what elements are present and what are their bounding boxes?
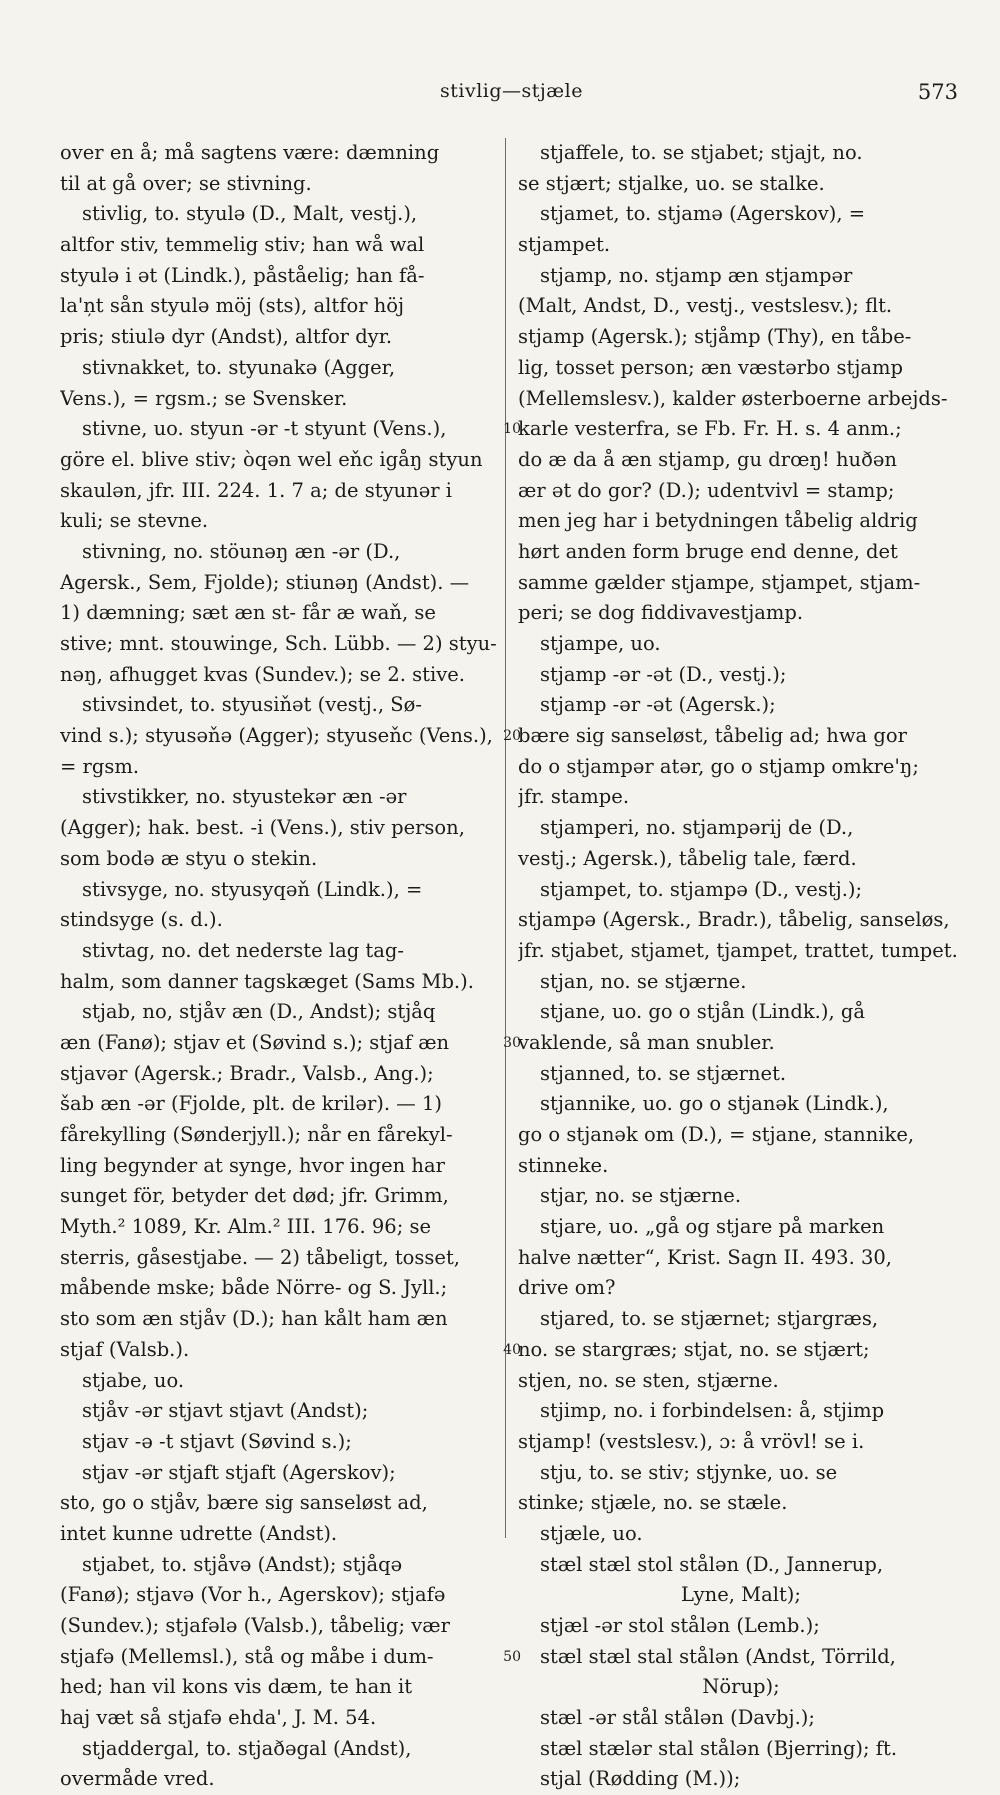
text-line: stjared, to. se stjærnet; stjargræs, bbox=[540, 1307, 879, 1331]
text-line: stju, to. se stiv; stjynke, uo. se bbox=[540, 1460, 838, 1484]
text-line: stæl -ər stål stålən (Davbj.); bbox=[540, 1706, 815, 1730]
text-line: göre el. blive stiv; òqən wel eňc igåŋ styun bbox=[60, 447, 483, 471]
text-line: peri; se dog fiddivavestjamp. bbox=[518, 601, 804, 625]
text-line: stjåv -ər stjavt stjavt (Andst); bbox=[82, 1399, 369, 1423]
text-line: stjaf (Valsb.). bbox=[60, 1337, 190, 1361]
text-line: stæl stæl stal stålən (Andst, Törrild, bbox=[540, 1644, 896, 1668]
text-line: Myth.² 1089, Kr. Alm.² III. 176. 96; se bbox=[60, 1215, 432, 1239]
text-line: bære sig sanseløst, tåbelig ad; hwa gor bbox=[518, 724, 907, 748]
text-line: stjabet, to. stjåvə (Andst); stjåqə bbox=[82, 1552, 403, 1576]
text-line: stjab, no, stjåv æn (D., Andst); stjåq bbox=[82, 1000, 436, 1024]
column-divider bbox=[505, 138, 506, 1538]
right-column bbox=[518, 138, 964, 1795]
text-line: stjan, no. se stjærne. bbox=[540, 969, 747, 993]
text-line: stjanned, to. se stjærnet. bbox=[540, 1061, 787, 1085]
text-line: haj væt så stjafə ehda', J. M. 54. bbox=[60, 1706, 377, 1730]
text-line: stæl stælər stal stålən (Bjerring); ft. bbox=[540, 1736, 898, 1760]
text-line: stjaddergal, to. stjaðəgal (Andst), bbox=[82, 1736, 412, 1760]
text-line: halm, som danner tagskæget (Sams Mb.). bbox=[60, 969, 474, 993]
text-line: nəŋ, afhugget kvas (Sundev.); se 2. stive. bbox=[60, 662, 465, 686]
text-line: stjav -ər stjaft stjaft (Agerskov); bbox=[82, 1460, 396, 1484]
text-line: stjamp! (vestslesv.), ɔ: å vrövl! se i. bbox=[518, 1429, 865, 1453]
text-line: måbende mske; både Nörre- og S. Jyll.; bbox=[60, 1276, 448, 1300]
text-line: stivlig, to. styulə (D., Malt, vestj.), bbox=[82, 202, 418, 226]
text-line: do æ da å æn stjamp, gu drœŋ! huðən bbox=[518, 447, 897, 471]
text-line: stjampet. bbox=[518, 233, 611, 257]
text-line: (Mellemslesv.), kalder østerboerne arbejds- bbox=[518, 386, 948, 410]
text-line: sunget för, betyder det død; jfr. Grimm, bbox=[60, 1184, 449, 1208]
text-line: šab æn -ər (Fjolde, plt. de krilər). — 1) bbox=[60, 1092, 442, 1116]
text-line: stæl stæl stol stålən (D., Jannerup, bbox=[540, 1552, 884, 1576]
text-line: stjampet, to. stjampə (D., vestj.); bbox=[540, 877, 863, 901]
text-line: stjimp, no. i forbindelsen: å, stjimp bbox=[540, 1399, 885, 1423]
line-number: 50 bbox=[503, 1649, 521, 1666]
text-line: stivsindet, to. styusiňət (vestj., Sø- bbox=[82, 693, 422, 717]
text-line: sto, go o stjåv, bære sig sanseløst ad, bbox=[60, 1491, 428, 1515]
text-line: 1) dæmning; sæt æn st- får æ waň, se bbox=[60, 601, 436, 625]
text-line: skaulən, jfr. III. 224. 1. 7 a; de styunər i bbox=[60, 478, 452, 502]
text-line: stivnakket, to. styunakə (Agger, bbox=[82, 355, 396, 379]
line-number: 40 bbox=[503, 1342, 521, 1359]
text-line: lig, tosset person; æn væstərbo stjamp bbox=[518, 355, 903, 379]
text-line: stjavər (Agersk.; Bradr., Valsb., Ang.); bbox=[60, 1061, 434, 1085]
text-line: fårekylling (Sønderjyll.); når en fårekyl- bbox=[60, 1123, 453, 1146]
text-line: jfr. stjabet, stjamet, tjampet, trattet, tumpet. bbox=[518, 938, 958, 962]
text-line: stjaffele, to. se stjabet; stjajt, no. bbox=[540, 141, 863, 164]
text-line: overmåde vred. bbox=[60, 1767, 215, 1791]
text-line: la'n̦t sån styulə möj (sts), altfor höj bbox=[60, 294, 405, 318]
text-line: stjamet, to. stjamə (Agerskov), = bbox=[540, 202, 866, 226]
text-line: altfor stiv, temmelig stiv; han wå wal bbox=[60, 233, 425, 257]
text-line: stivstikker, no. styustekər æn -ər bbox=[82, 785, 407, 809]
text-line: go o stjanək om (D.), = stjane, stannike, bbox=[518, 1123, 915, 1146]
text-line: hørt anden form bruge end denne, det bbox=[518, 539, 898, 563]
text-line: pris; stiulə dyr (Andst), altfor dyr. bbox=[60, 325, 393, 349]
text-line: sterris, gåsestjabe. — 2) tåbeligt, tosset, bbox=[60, 1245, 461, 1269]
text-line: ling begynder at synge, hvor ingen har bbox=[60, 1153, 445, 1177]
text-line: stjar, no. se stjærne. bbox=[540, 1184, 742, 1208]
text-line: (Sundev.); stjafələ (Valsb.), tåbelig; vær bbox=[60, 1614, 450, 1637]
text-line: stive; mnt. stouwinge, Sch. Lübb. — 2) styu- bbox=[60, 632, 497, 655]
text-line: som bodə æ styu o stekin. bbox=[60, 846, 318, 870]
text-line: = rgsm. bbox=[60, 754, 140, 778]
text-line: stjen, no. se sten, stjærne. bbox=[518, 1368, 779, 1392]
text-line: hed; han vil kons vis dæm, te han it bbox=[60, 1675, 413, 1699]
line-number: 10 bbox=[503, 421, 521, 438]
text-line: halve nætter“, Krist. Sagn II. 493. 30, bbox=[518, 1245, 892, 1269]
text-line: do o stjampər atər, go o stjamp omkre'ŋ; bbox=[518, 754, 919, 778]
text-line: til at gå over; se stivning. bbox=[60, 171, 312, 195]
text-line: stjæle, uo. bbox=[540, 1521, 643, 1545]
text-line: stjamperi, no. stjampərij de (D., bbox=[540, 816, 854, 840]
text-line: stinke; stjæle, no. se stæle. bbox=[518, 1491, 788, 1515]
text-line: sto som æn stjåv (D.); han kålt ham æn bbox=[60, 1307, 448, 1331]
text-line: stivning, no. stöunəŋ æn -ər (D., bbox=[82, 539, 401, 563]
text-line: Agersk., Sem, Fjolde); stiunəŋ (Andst). — bbox=[60, 570, 470, 594]
text-line: stivsyge, no. styusyqəň (Lindk.), = bbox=[82, 877, 423, 901]
text-line: stjæl -ər stol stålən (Lemb.); bbox=[540, 1614, 820, 1637]
running-head: stivlig—stjæle bbox=[440, 80, 583, 102]
text-line: stjav -ə -t stjavt (Søvind s.); bbox=[82, 1429, 352, 1453]
text-line: (Fanø); stjavə (Vor h., Agerskov); stjafə bbox=[60, 1583, 446, 1607]
text-line: stjafə (Mellemsl.), stå og måbe i dum- bbox=[60, 1644, 434, 1668]
text-line: stivne, uo. styun -ər -t styunt (Vens.), bbox=[82, 417, 447, 441]
line-number: 30 bbox=[503, 1035, 521, 1052]
text-line: vind s.); styusəňə (Agger); styuseňc (Vens.), bbox=[60, 724, 493, 748]
text-line: stjabe, uo. bbox=[82, 1368, 185, 1392]
text-line: Vens.), = rgsm.; se Svensker. bbox=[60, 386, 348, 410]
text-line: stjamp -ər -ət (Agersk.); bbox=[540, 693, 776, 717]
text-line: Nörup); bbox=[702, 1675, 780, 1699]
text-line: stivtag, no. det nederste lag tag- bbox=[82, 938, 404, 962]
text-line: stjannike, uo. go o stjanək (Lindk.), bbox=[540, 1092, 889, 1116]
text-line: (Malt, Andst, D., vestj., vestslesv.); flt. bbox=[518, 294, 893, 318]
text-line: karle vesterfra, se Fb. Fr. H. s. 4 anm.; bbox=[518, 417, 902, 441]
text-line: stjamp, no. stjamp æn stjampər bbox=[540, 263, 853, 287]
text-line: jfr. stampe. bbox=[518, 785, 630, 809]
text-line: stinneke. bbox=[518, 1153, 609, 1177]
text-line: stjampe, uo. bbox=[540, 632, 661, 655]
text-line: men jeg har i betydningen tåbelig aldrig bbox=[518, 509, 918, 533]
text-line: æn (Fanø); stjav et (Søvind s.); stjaf æn bbox=[60, 1030, 450, 1054]
text-line: intet kunne udrette (Andst). bbox=[60, 1521, 338, 1545]
text-line: stjamp -ər -ət (D., vestj.); bbox=[540, 662, 787, 686]
text-line: vaklende, så man snubler. bbox=[518, 1030, 775, 1054]
text-line: stjane, uo. go o stjån (Lindk.), gå bbox=[540, 1000, 865, 1024]
left-column bbox=[60, 138, 500, 1795]
text-line: over en å; må sagtens være: dæmning bbox=[60, 141, 440, 164]
page-header bbox=[0, 80, 1000, 110]
text-line: drive om? bbox=[518, 1276, 616, 1300]
text-line: vestj.; Agersk.), tåbelig tale, færd. bbox=[518, 846, 857, 870]
text-line: stindsyge (s. d.). bbox=[60, 908, 223, 932]
text-line: Lyne, Malt); bbox=[681, 1583, 801, 1607]
text-line: stjal (Rødding (M.)); bbox=[540, 1767, 741, 1791]
text-line: stjamp (Agersk.); stjåmp (Thy), en tåbe- bbox=[518, 325, 912, 349]
text-line: kuli; se stevne. bbox=[60, 509, 209, 533]
text-line: stjampə (Agersk., Bradr.), tåbelig, sanseløs, bbox=[518, 908, 950, 932]
text-line: styulə i ət (Lindk.), påståelig; han få- bbox=[60, 263, 425, 287]
line-number: 20 bbox=[503, 728, 521, 745]
text-line: (Agger); hak. best. -i (Vens.), stiv person, bbox=[60, 816, 465, 840]
page-number: 573 bbox=[917, 80, 958, 104]
text-line: se stjært; stjalke, uo. se stalke. bbox=[518, 171, 825, 195]
text-line: samme gælder stjampe, stjampet, stjam- bbox=[518, 570, 921, 594]
text-line: stjare, uo. „gå og stjare på marken bbox=[540, 1215, 885, 1239]
text-line: no. se stargræs; stjat, no. se stjært; bbox=[518, 1337, 870, 1361]
text-line: ær ət do gor? (D.); udentvivl = stamp; bbox=[518, 478, 895, 502]
